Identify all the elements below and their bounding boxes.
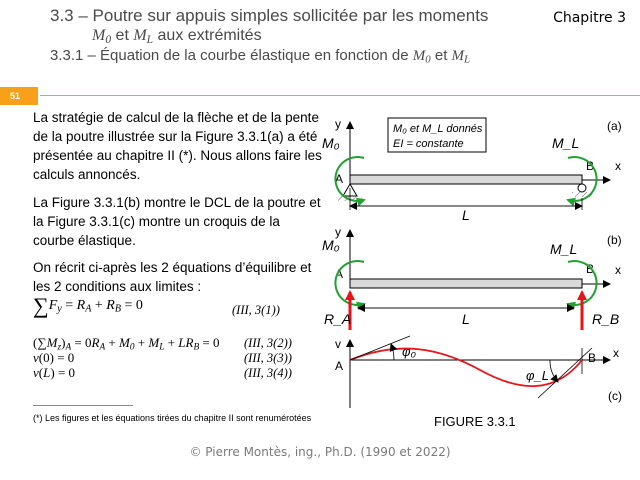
panel-label-c: (c) [608, 389, 622, 403]
equation-3-tag: (III, 3(3)) [244, 351, 292, 365]
equation-1: $\sum F_y = R_A + R_B = 0$ [33, 293, 143, 318]
y-label-b: y [335, 225, 341, 239]
header-divider [40, 95, 640, 96]
label-ML-a: M_L [552, 135, 580, 151]
given-line-2: EI = constante [393, 138, 464, 150]
equation-4: v(L) = 0 [33, 365, 76, 380]
label-M0-b: M₀ [322, 237, 340, 253]
label-RA: R_A [324, 311, 352, 327]
ml-symbol-sub: $M_L$ [451, 48, 471, 66]
equation-4-tag: (III, 3(4)) [244, 366, 292, 380]
title-end: aux extrémités [157, 27, 262, 44]
m0-symbol: $M_0$ [92, 27, 112, 46]
label-RB: R_B [592, 311, 620, 327]
paragraph-2: La Figure 3.3.1(b) montre le DCL de la poutre et la Figure 3.3.1(c) montre un croquis de la courbe élastique. [33, 195, 321, 248]
chapter-label: Chapitre 3 [553, 10, 626, 26]
paragraph-1: La stratégie de calcul de la flèche et de la pente de la poutre illustrée sur la Figure 3.3.1(a) a été présentée au chapitre II (*). Nous allons faire les calculs annoncés. [33, 110, 322, 182]
label-ML-b: M_L [550, 241, 578, 257]
label-A-b: A [335, 267, 344, 281]
equation-2-tag: (III, 3(2)) [244, 336, 292, 350]
label-phiL: φ_L [526, 368, 549, 383]
copyright: © Pierre Montès, ing., Ph.D. (1990 et 2022) [189, 445, 451, 459]
figure-3-3-1 [310, 108, 640, 438]
angle-phiL [550, 360, 558, 382]
label-B-a: B [586, 159, 595, 173]
y-label-a: y [335, 117, 341, 131]
x-label-b: x [615, 263, 621, 277]
ml-symbol: $M_L$ [133, 27, 154, 46]
label-A-c: A [335, 359, 344, 373]
title-et: et [115, 27, 129, 44]
label-A-a: A [335, 172, 344, 186]
panel-a [322, 117, 622, 223]
label-M0-a: M₀ [322, 135, 340, 151]
label-B-c: B [588, 351, 597, 365]
angle-phi0 [391, 344, 394, 360]
equation-3: v(0) = 0 [33, 350, 75, 365]
figure-caption: FIGURE 3.3.1 [434, 414, 516, 429]
subtitle-text: 3.3.1 – Équation de la courbe élastique en fonction de [50, 47, 409, 64]
equation-1-tag: (III, 3(1)) [232, 303, 280, 317]
slide-title [50, 6, 488, 26]
slide-subtitle [50, 47, 470, 69]
footnote-divider [33, 405, 133, 406]
label-B-b: B [586, 262, 595, 276]
label-phi0: φ₀ [402, 344, 416, 359]
panel-c [335, 336, 622, 429]
m0-symbol-sub: $M_0$ [412, 48, 431, 66]
slide-number-badge: 51 [0, 87, 38, 105]
panel-b [322, 225, 622, 330]
x-label-c: x [613, 346, 619, 360]
panel-label-b: (b) [607, 233, 622, 247]
panel-label-a: (a) [607, 119, 622, 133]
subtitle-et: et [434, 47, 448, 64]
footnote: (*) Les figures et les équations tirées du chapitre II sont renumérotées [33, 413, 312, 423]
equation-2: $(\sum M_z)_A = 0R_A + M_0 + M_L + LR_B = 0$ [33, 335, 220, 353]
label-L-a: L [462, 207, 470, 223]
paragraph-3: On récrit ci-après les 2 équations d’équilibre et les 2 conditions aux limites : [33, 260, 312, 294]
given-line-1: M₀ et M_L donnés [393, 123, 483, 135]
title-text: 3.3 – Poutre sur appuis simples sollicitée par les moments [50, 6, 489, 25]
x-label-a: x [615, 159, 621, 173]
roller-support-b [578, 184, 586, 192]
beam-b [350, 279, 582, 288]
label-L-b: L [462, 311, 470, 327]
beam-a [350, 175, 582, 184]
v-label-c: v [335, 337, 341, 351]
